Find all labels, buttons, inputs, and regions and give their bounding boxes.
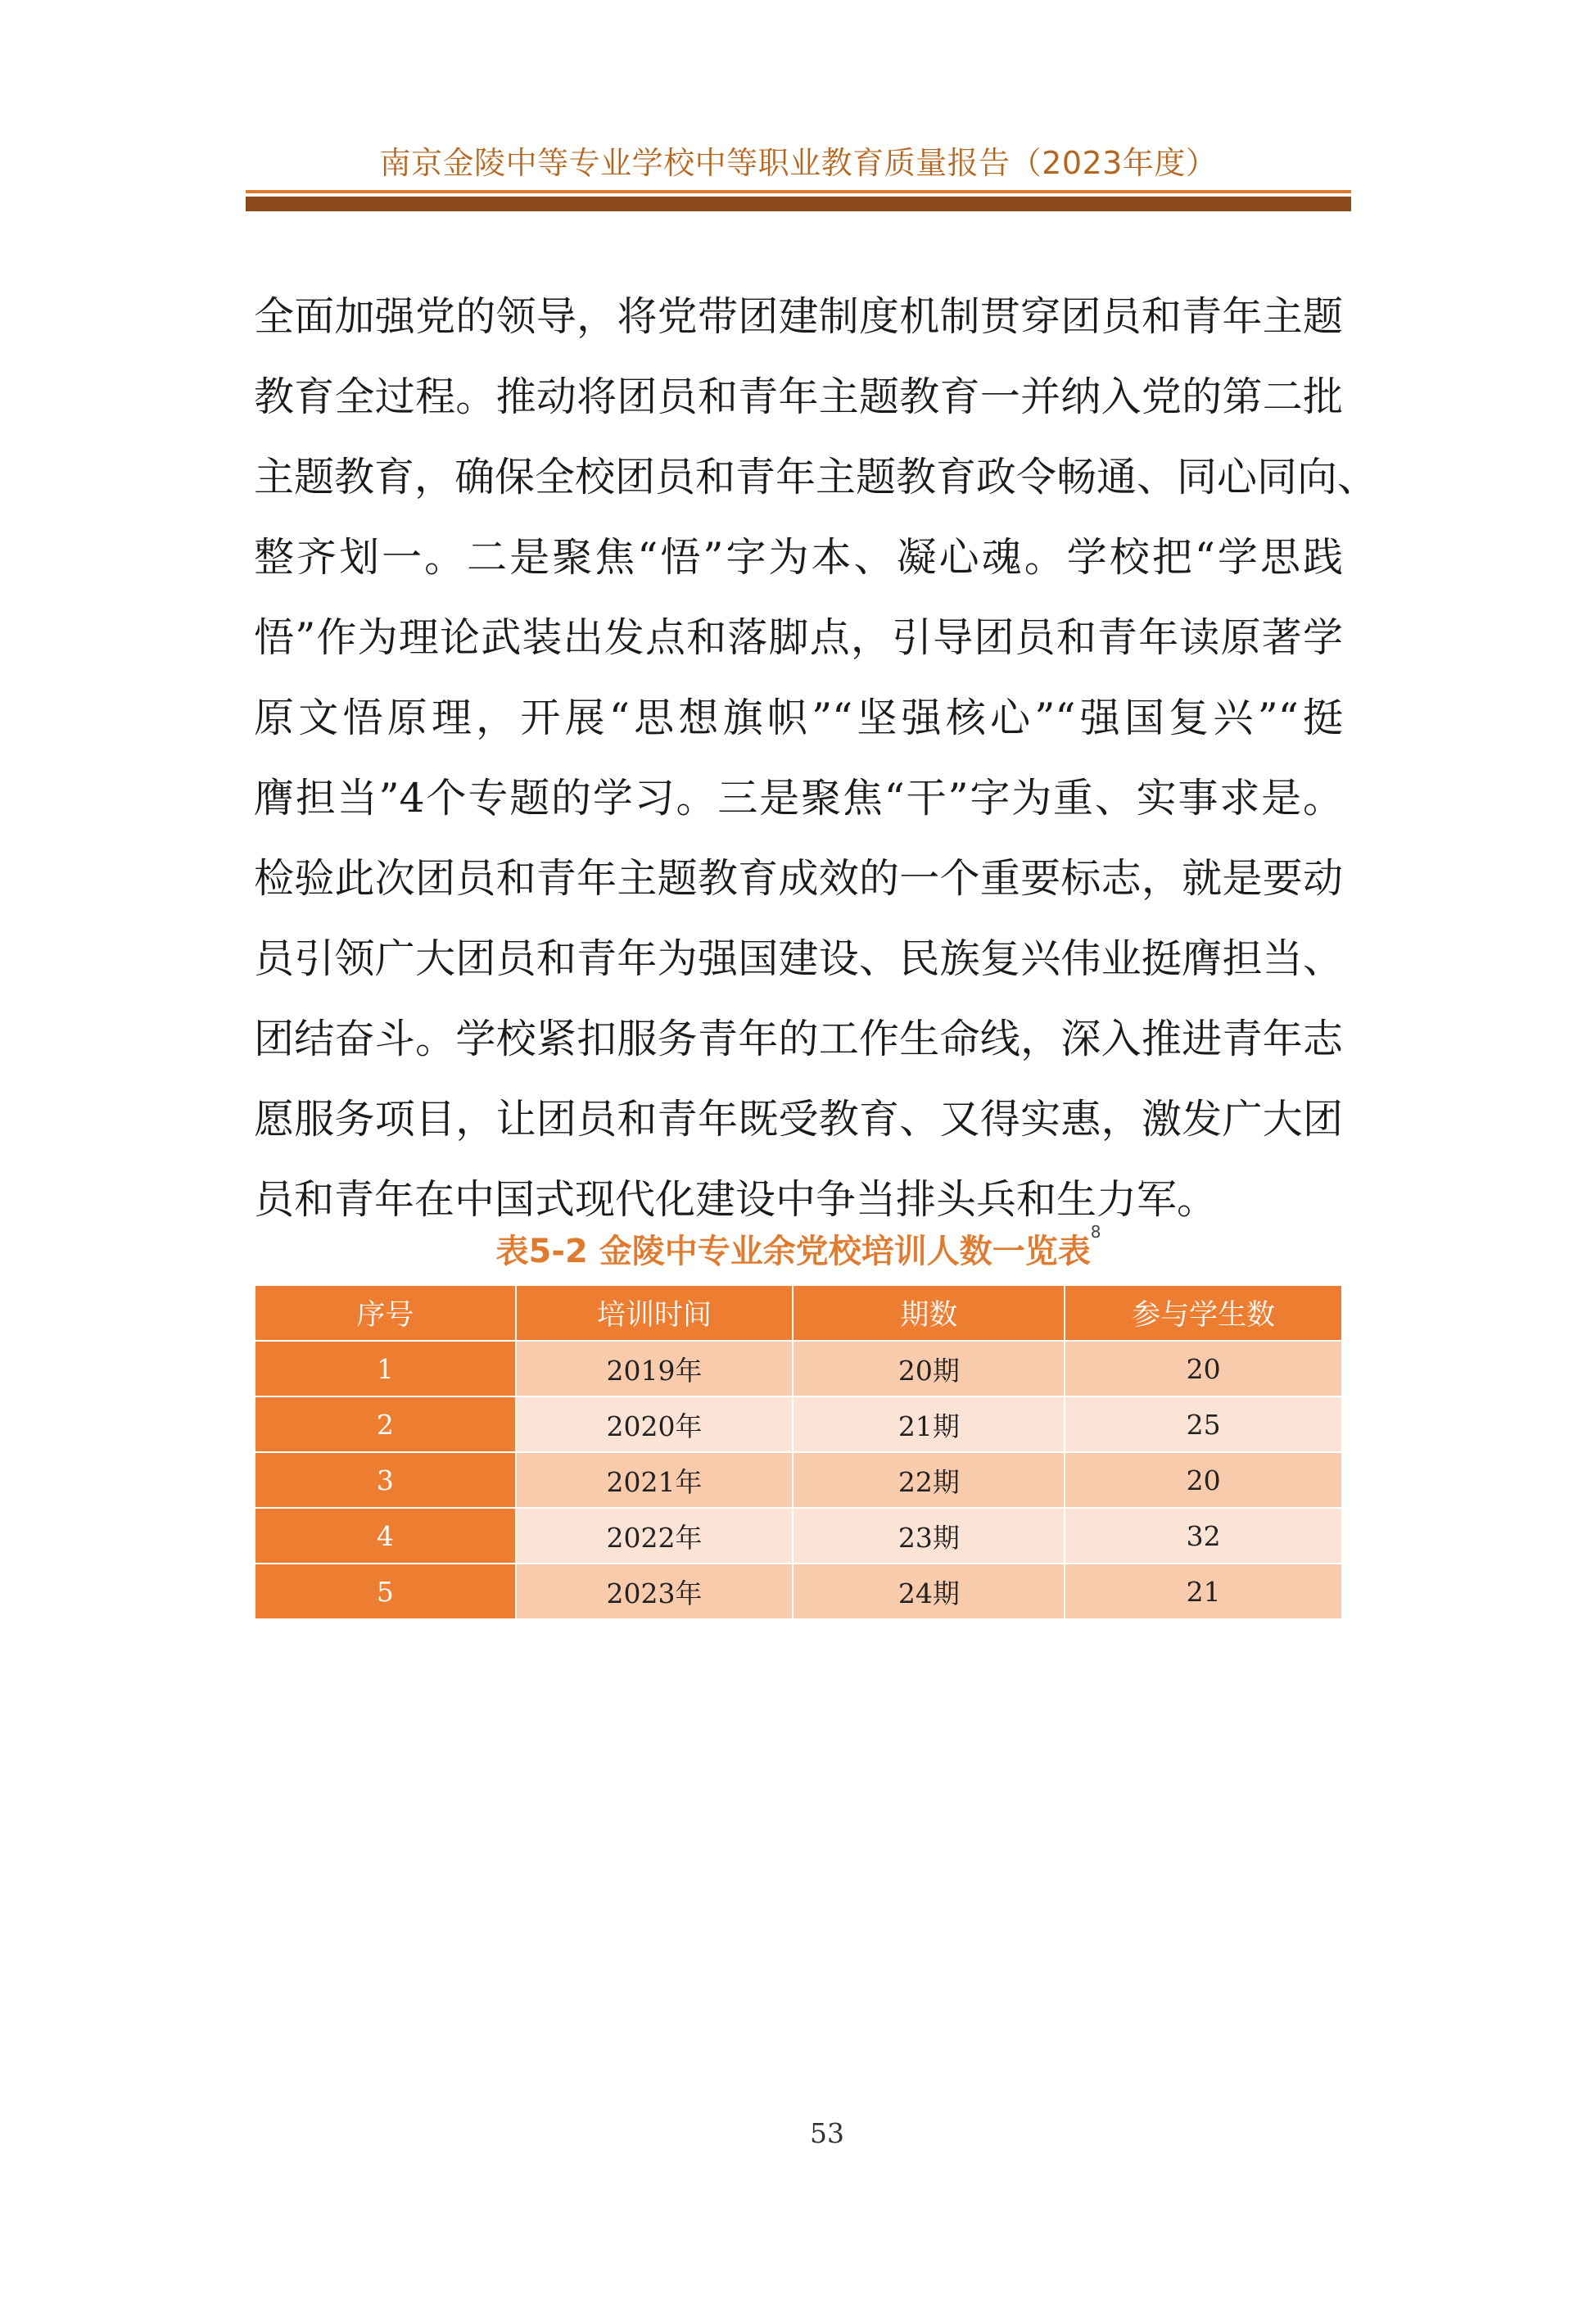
footnote-marker: 8 — [1090, 1222, 1101, 1242]
paragraph-line: 主题教育，确保全校团员和青年主题教育政令畅通、同心同向、 — [254, 454, 1378, 500]
paragraph-line: 员引领广大团员和青年为强国建设、民族复兴伟业挺膺担当、 — [254, 935, 1343, 982]
cell-session: 20期 — [793, 1341, 1065, 1396]
paragraph-line: 原文悟原理，开展“思想旗帜”“坚强核心”“强国复兴”“挺 — [254, 695, 1343, 741]
paragraph-line: 膺担当”4个专题的学习。三是聚焦“干”字为重、实事求是。 — [254, 775, 1343, 822]
column-header-index: 序号 — [255, 1285, 516, 1341]
training-count-table — [254, 1284, 1343, 1620]
body-paragraph — [254, 277, 1378, 1240]
table-row — [255, 1341, 1342, 1396]
header-rule-thick — [246, 197, 1351, 211]
cell-index: 5 — [255, 1564, 516, 1619]
paragraph-line: 全面加强党的领导，将党带团建制度机制贯穿团员和青年主题 — [254, 293, 1343, 340]
cell-student-count: 32 — [1065, 1508, 1342, 1564]
cell-training-time: 2023年 — [516, 1564, 793, 1619]
paragraph-line: 悟”作为理论武装出发点和落脚点，引导团员和青年读原著学 — [254, 614, 1343, 661]
column-header-student-count: 参与学生数 — [1065, 1285, 1342, 1341]
cell-student-count: 21 — [1065, 1564, 1342, 1619]
cell-training-time: 2021年 — [516, 1452, 793, 1508]
paragraph-line: 团结奋斗。学校紧扣服务青年的工作生命线，深入推进青年志 — [254, 1016, 1343, 1062]
table-row — [255, 1508, 1342, 1564]
paragraph-line: 整齐划一。二是聚焦“悟”字为本、凝心魂。学校把“学思践 — [254, 534, 1343, 581]
table-row — [255, 1452, 1342, 1508]
table-caption — [254, 1222, 1343, 1272]
cell-training-time: 2020年 — [516, 1396, 793, 1452]
header-rule-thin — [246, 190, 1351, 193]
cell-session: 24期 — [793, 1564, 1065, 1619]
cell-training-time: 2022年 — [516, 1508, 793, 1564]
column-header-training-time: 培训时间 — [516, 1285, 793, 1341]
paragraph-line: 愿服务项目，让团员和青年既受教育、又得实惠，激发广大团 — [254, 1096, 1343, 1143]
cell-training-time: 2019年 — [516, 1341, 793, 1396]
table-header-row — [255, 1285, 1342, 1341]
paragraph-line: 教育全过程。推动将团员和青年主题教育一并纳入党的第二批 — [254, 373, 1343, 420]
cell-index: 1 — [255, 1341, 516, 1396]
cell-session: 23期 — [793, 1508, 1065, 1564]
cell-student-count: 20 — [1065, 1341, 1342, 1396]
column-header-session: 期数 — [793, 1285, 1065, 1341]
page-header-title: 南京金陵中等专业学校中等职业教育质量报告（2023年度） — [379, 145, 1218, 181]
cell-session: 21期 — [793, 1396, 1065, 1452]
paragraph-line-last: 员和青年在中国式现代化建设中争当排头兵和生力军。 — [254, 1176, 1218, 1223]
cell-index: 2 — [255, 1396, 516, 1452]
table-row — [255, 1396, 1342, 1452]
cell-index: 3 — [255, 1452, 516, 1508]
cell-student-count: 20 — [1065, 1452, 1342, 1508]
cell-session: 22期 — [793, 1452, 1065, 1508]
table-caption-text: 表5-2 金陵中专业余党校培训人数一览表 — [495, 1233, 1091, 1270]
table-row — [255, 1564, 1342, 1619]
cell-student-count: 25 — [1065, 1396, 1342, 1452]
cell-index: 4 — [255, 1508, 516, 1564]
paragraph-line: 检验此次团员和青年主题教育成效的一个重要标志，就是要动 — [254, 855, 1343, 902]
page-number: 53 — [810, 2117, 844, 2149]
